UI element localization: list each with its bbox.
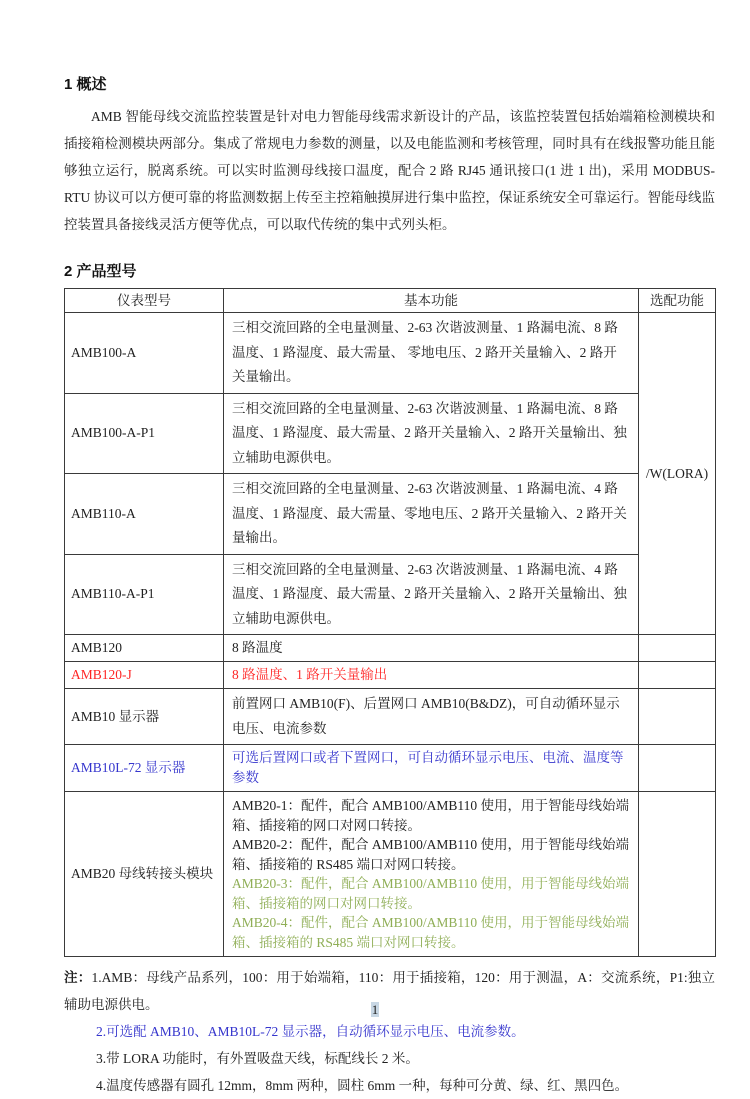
option-cell-empty [639, 662, 716, 689]
table-row [65, 689, 716, 745]
function-cell-amb10l72-display: 可选后置网口或者下置网口，可自动循环显示电压、电流、温度等参数 [224, 745, 639, 792]
model-cell-amb100ap1: AMB100-A-P1 [65, 393, 224, 474]
option-cell-lora: /W(LORA) [639, 313, 716, 635]
amb20-item-3: AMB20-3：配件，配合 AMB100/AMB110 使用，用于智能母线始端箱、插接箱的网口对网口转接。 [232, 876, 630, 911]
option-cell-empty [639, 689, 716, 745]
function-cell-amb110ap1: 三相交流回路的全电量测量、2-63 次谐波测量、1 路漏电流、4 路温度、1 路湿度、最大需量、2 路开关量输入、2 路开关量输出、独立辅助电源供电。 [224, 554, 639, 635]
notes-section [64, 964, 715, 1099]
table-row [65, 792, 716, 957]
overview-paragraph: AMB 智能母线交流监控装置是针对电力智能母线需求新设计的产品，该监控装置包括始端箱检测模块和插接箱检测模块两部分。集成了常规电力参数的测量，以及电能监测和考核管理，同时具有在线报警功能且能够独立运行，脱离系统。可以实时监测母线接口温度，配合 2 路 RJ45 通讯接口(1 进 1 出)，采用 MODBUS-RTU 协议可以方便可靠的将监测数据上传至主控箱触摸屏进行集中监控，保证系统安全可靠运行。智能母线监控装置具备接线灵活方便等优点，可以取代传统的集中式列头柜。 [64, 109, 715, 232]
function-cell-amb110a: 三相交流回路的全电量测量、2-63 次谐波测量、1 路漏电流、4 路温度、1 路湿度、最大需量、零地电压、2 路开关量输入、2 路开关量输出。 [224, 474, 639, 555]
table-row [65, 635, 716, 662]
model-cell-amb120j: AMB120-J [65, 662, 224, 689]
note-3: 3.带 LORA 功能时，有外置吸盘天线，标配线长 2 米。 [96, 1051, 419, 1066]
section-heading-overview: 1 概述 [64, 76, 107, 93]
header-cell-option: 选配功能 [639, 289, 716, 313]
amb20-item-2: AMB20-2：配件，配合 AMB100/AMB110 使用，用于智能母线始端箱、插接箱的 RS485 端口对网口转接。 [232, 837, 630, 872]
page-content [64, 73, 715, 1099]
notes-prefix: 注： [64, 970, 92, 985]
section-heading-models: 2 产品型号 [64, 263, 137, 280]
table-row [65, 745, 716, 792]
table-row [65, 393, 716, 474]
option-cell-empty [639, 745, 716, 792]
function-cell-amb10-display: 前置网口 AMB10(F)、后置网口 AMB10(B&DZ)，可自动循环显示电压、电流参数 [224, 689, 639, 745]
header-cell-function: 基本功能 [224, 289, 639, 313]
amb20-item-1: AMB20-1：配件，配合 AMB100/AMB110 使用，用于智能母线始端箱、插接箱的网口对网口转接。 [232, 798, 630, 833]
page-number: 1 [371, 1002, 379, 1017]
table-row [65, 554, 716, 635]
amb20-item-4: AMB20-4：配件，配合 AMB100/AMB110 使用，用于智能母线始端箱、插接箱的 RS485 端口对网口转接。 [232, 915, 630, 950]
table-row [65, 662, 716, 689]
model-cell-amb10l72-display: AMB10L-72 显示器 [65, 745, 224, 792]
function-cell-amb100a: 三相交流回路的全电量测量、2-63 次谐波测量、1 路漏电流、8 路温度、1 路湿度、最大需量、 零地电压、2 路开关量输入、2 路开关量输出。 [224, 313, 639, 394]
header-cell-model: 仪表型号 [65, 289, 224, 313]
model-cell-amb20: AMB20 母线转接头模块 [65, 792, 224, 957]
model-cell-amb110ap1: AMB110-A-P1 [65, 554, 224, 635]
table-row [65, 474, 716, 555]
table-header-row [65, 289, 716, 313]
option-cell-empty [639, 792, 716, 957]
product-model-table [64, 288, 716, 957]
function-cell-amb20 [224, 792, 639, 957]
function-cell-amb120: 8 路温度 [224, 635, 639, 662]
model-cell-amb120: AMB120 [65, 635, 224, 662]
model-cell-amb100a: AMB100-A [65, 313, 224, 394]
function-cell-amb120j: 8 路温度、1 路开关量输出 [224, 662, 639, 689]
model-cell-amb10-display: AMB10 显示器 [65, 689, 224, 745]
note-4: 4.温度传感器有圆孔 12mm，8mm 两种，圆柱 6mm 一种，每种可分黄、绿、红、黑四色。 [96, 1078, 629, 1093]
function-cell-amb100ap1: 三相交流回路的全电量测量、2-63 次谐波测量、1 路漏电流、8 路温度、1 路湿度、最大需量、2 路开关量输入、2 路开关量输出、独立辅助电源供电。 [224, 393, 639, 474]
model-cell-amb110a: AMB110-A [65, 474, 224, 555]
page-footer [0, 1002, 750, 1018]
option-cell-empty [639, 635, 716, 662]
note-1-text: 1.AMB：母线产品系列，100：用于始端箱，110：用于插接箱，120：用于测温，A：交流系统，P1:独立辅助电源供电。 [64, 970, 716, 1012]
table-row [65, 313, 716, 394]
note-2: 2.可选配 AMB10、AMB10L-72 显示器，自动循环显示电压、电流参数。 [96, 1024, 525, 1039]
